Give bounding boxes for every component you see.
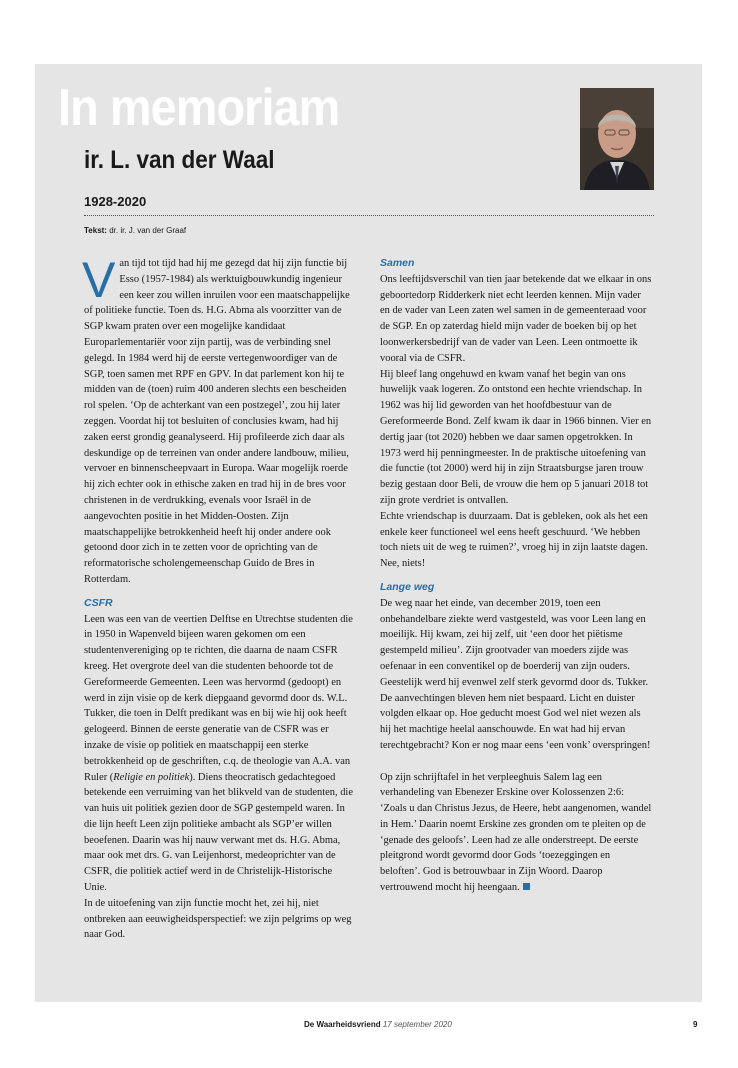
left-column [82, 252, 356, 943]
right-column [380, 256, 652, 896]
life-years: 1928-2020 [84, 194, 147, 209]
subheading-lange-weg: Lange weg [380, 580, 435, 593]
section-title: In memoriam [58, 79, 340, 137]
intro-text: an tijd tot tijd had hij me gezegd dat hij zijn functie bij Esso (1957-1984) als werktuigbouwkundig ingenieur een keer zou willen inruilen voor een maatschappelijke of politieke functie. Toen ds. H.G. Abma als voorzitter van de SGP kwam praten over een mogelijke kandidaat Europarlementariër voor zijn partij, was de verbinding snel gelegd. In 1984 werd hij de eerste vertegenwoordiger van de SGP, toen samen met RPF en GPV. In dat parlement kon hij te midden van de (toen) ruim 400 anderen slechts een bescheiden rol spelen. ‘Op de achterkant van een postzegel’, zou hij later zeggen. Voordat hij tot besluiten of conclusies kwam, had hij zaken eerst grondig geanalyseerd. Hij profileerde zich daar als deskundige op de terreinen van onder andere landbouw, milieu, vervoer en binnenscheepvaart in Europa. Waar mogelijk roerde hij zich echter ook in ethische zaken en trad hij in de bres voor christenen in de verdrukking, evenals voor Israël in de aangevochten positie in het Midden-Oosten. Zijn maatschappelijke betrokkenheid heeft hij onder andere ook getoond door zich in te zetten voor de oprichting van de reformatorische scholengemeenschap Guido de Bres in Rotterdam. [84, 258, 350, 585]
drop-cap: V [82, 252, 116, 308]
page-number: 9 [693, 1020, 698, 1029]
csfr-text-b: ). Diens theocratisch gedachtegoed betekende een verruiming van het blikveld van de studenten, die van huis uit politiek gezien door de SGP gestempeld waren. In die lijn heeft Leen zijn politieke ambacht als SGP’er willen beoefenen. Daarin was hij nauw verwant met ds. H.G. Abma, maar ook met drs. G. van Leijenhorst, medeoprichter van de CSFR, die politiek actief werd in de Christelijk-Historische Unie. [84, 771, 353, 894]
intro-paragraph [82, 252, 356, 588]
csfr-text-a: Leen was een van de veertien Delftse en Utrechtse studenten die in 1950 in Wapenveld bijeen waren gekomen om een studentenvereniging op te richten, die daarna de naam CSFR kreeg. Het overgrote deel van die studenten behoorde tot de Gereformeerde Gemeenten. Leen was hervormd (gedoopt) en werd in zijn visie op de kerk diepgaand gevormd door ds. W.L. Tukker, die toen in Delft predikant was en bij wie hij ook heeft gelogeerd. Binnen de eerste generatie van de CSFR was er inzake de visie op politiek en maatschappij een sterke betrokkenheid op de geschriften, c.q. de theologie van A.A. van Ruler ( [84, 613, 353, 783]
portrait-photo [580, 88, 654, 190]
samen-paragraph-3: Echte vriendschap is duurzaam. Dat is gebleken, ook als het een enkele keer functioneel wel eens heeft geschuurd. ‘We hebben toch niets uit de weg te ruimen?’, vroeg hij in zijn laatste dagen. Nee, niets! [380, 510, 648, 570]
lange-weg-text: Op zijn schrijftafel in het verpleeghuis Salem lag een verhandeling van Ebenezer Erskine over Kolossenzen 2:6: ‘Zoals u dan Christus Jezus, de Heere, hebt aangenomen, wandel in Hem.’ Daarin noemt Erskine zes gronden om te pleiten op de ‘genade des geloofs’. Leen had ze alle onderstreept. De eerste pleitgrond wordt gevormd door Gods ‘toezeggingen en beloften’. God is betrouwbaar in Zijn Woord. Daarop vertrouwend mocht hij heengaan. [380, 771, 652, 894]
subheading-csfr: CSFR [84, 596, 113, 609]
byline-author: dr. ir. J. van der Graaf [109, 226, 187, 235]
byline [84, 226, 186, 235]
byline-label: Tekst: [84, 226, 107, 235]
samen-paragraph-2: Hij bleef lang ongehuwd en kwam vanaf het begin van ons huwelijk vaak logeren. Zo ontstond een hechte vriendschap. In 1962 was hij lid geworden van het hoofdbestuur van de Gereformeerde Bond. Zelf kwam ik daar in 1966 binnen. Vier en dertig jaar (tot 2020) hebben we daar samen opgetrokken. In 1973 werd hij penningmeester. In de praktische uitoefening van die functie (tot 2000) werd hij in zijn Straatsburgse jaren trouw bezig gestaan door Beli, de vrouw die hem op 5 januari 2018 tot zijn grote verdriet is ontvallen. [380, 368, 652, 506]
subheading-samen: Samen [380, 257, 415, 269]
book-title: Religie en politiek [113, 771, 190, 783]
samen-paragraph-1: Ons leeftijdsverschil van tien jaar betekende dat we elkaar in ons geboortedorp Ridderkerk niet echt leerden kennen. Mijn vader en de vader van Leen zaten wel samen in de gemeenteraad voor de SGP. En op zaterdag hield mijn vader de boeken bij op het loonwerkersbedrijf van de vader van Leen. Leen ontmoette ik vooral via de CSFR. [380, 273, 652, 364]
dotted-divider [84, 215, 654, 216]
lange-weg-paragraph-1: De weg naar het einde, van december 2019, toen een onbehandelbare ziekte werd vastgesteld, was voor Leen lang en moeilijk. Hij kwam, zei hij zelf, uit ‘een door het piëtisme gestempeld milieu’. Zijn grootvader van moeders zijde was oefenaar in een conventikel op de boerderij van zijn ouders. Geestelijk werd hij evenwel zelf sterk gevormd door ds. Tukker. De aanvechtingen bleven hem niet bespaard. Licht en duister volgden elkaar op. Hoe geducht moest God wel niet wezen als hij het machtige heelal aanschouwde. En wat had hij ervan terechtgebracht? Kon er nog maar eens ‘een vonk’ overspringen! [380, 597, 651, 751]
publication-info [304, 1020, 452, 1029]
publication-date: 17 september 2020 [382, 1020, 452, 1029]
csfr-paragraph [84, 612, 356, 896]
article-title: ir. L. van der Waal [84, 146, 275, 174]
lange-weg-paragraph-2 [380, 770, 652, 896]
publication-name: De Waarheidsvriend [304, 1020, 381, 1029]
end-mark-icon [523, 883, 530, 890]
csfr-paragraph-2: In de uitoefening van zijn functie mocht het, zei hij, niet ontbreken aan eeuwigheidsperspectief: we zijn pelgrims op weg naar God. [84, 897, 352, 941]
